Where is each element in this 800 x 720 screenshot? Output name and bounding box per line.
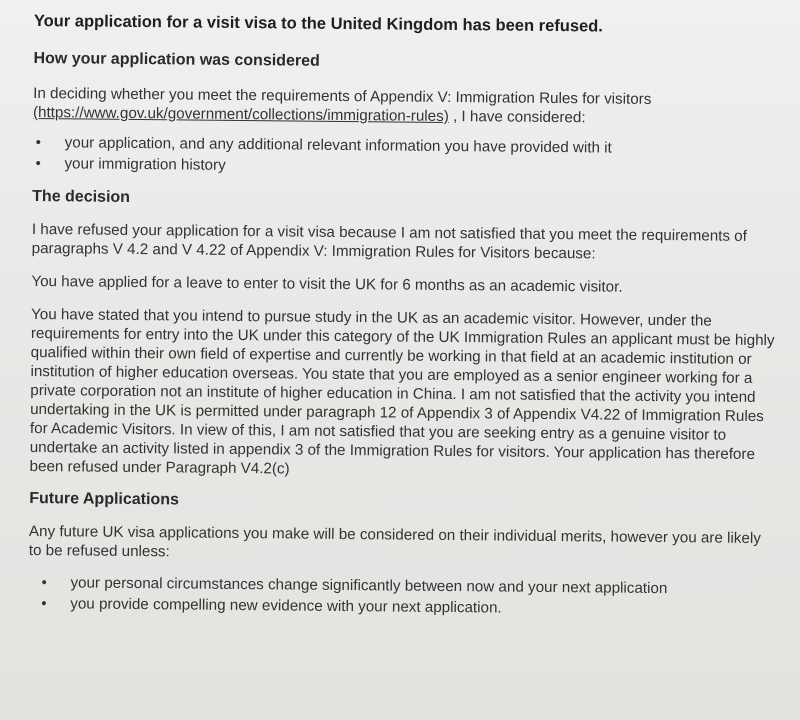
bullet-icon: • (35, 155, 41, 173)
letter-title: Your application for a visit visa to the United Kingdom has been refused. (33, 11, 603, 36)
list-item-text: you provide compelling new evidence with your next application. (70, 595, 502, 617)
list-item-text: your application, and any additional relevant information you have provided with it (64, 134, 612, 157)
refusal-letter (28, 8, 782, 621)
future-heading: Future Applications (29, 489, 180, 509)
decision-paragraph-2: You have applied for a leave to enter to visit the UK for 6 months as an academic visitor. (31, 272, 623, 296)
bullet-icon: • (41, 595, 47, 613)
considered-intro-rest: , I have considered: (448, 107, 586, 127)
future-list (28, 572, 776, 621)
bullet-icon: • (35, 134, 42, 152)
list-item-text: your immigration history (64, 155, 226, 174)
list-item-text: your personal circumstances change significantly between now and your next application (70, 574, 668, 598)
considered-intro (33, 84, 781, 129)
considered-intro-text: In deciding whether you meet the requirements of Appendix V: Immigration Rules for visitors (33, 84, 652, 108)
considered-list (32, 132, 780, 181)
immigration-rules-link[interactable]: (https://www.gov.uk/government/collections/immigration-rules) (32, 103, 449, 125)
decision-heading: The decision (32, 187, 131, 206)
considered-heading: How your application was considered (33, 49, 320, 70)
bullet-icon: • (41, 574, 47, 592)
decision-paragraph-3: You have stated that you intend to pursue study in the UK as an academic visitor. However, under the requirements for entry into the UK under this category of the UK Immigration Rules an applicant must be highly qualified within their own field of expertise and currently be working in that field at an academic institution or institution of higher education overseas. You state that you are employed as a senior engineer working for a private corporation not an institute of higher education in China. I am not satisfied that the activity you intend undertaking in the UK is permitted under paragraph 12 of Appendix 3 of Appendix V4.22 of Immigration Rules for Academic Visitors. In view of this, I am not satisfied that you are seeking entry as a genuine visitor to undertake an activity listed in appendix 3 of the Immigration Rules for visitors. Your application has therefore been refused under Paragraph V4.2(c) (29, 305, 775, 478)
future-paragraph: Any future UK visa applications you make will be considered on their individual merits, however you are likely to be refused unless: (28, 522, 761, 561)
decision-paragraph-1: I have refused your application for a visit visa because I am not satisfied that you meet the requirements of paragraphs V 4.2 and V 4.22 of Appendix V: Immigration Rules for Visitors because: (31, 220, 747, 263)
